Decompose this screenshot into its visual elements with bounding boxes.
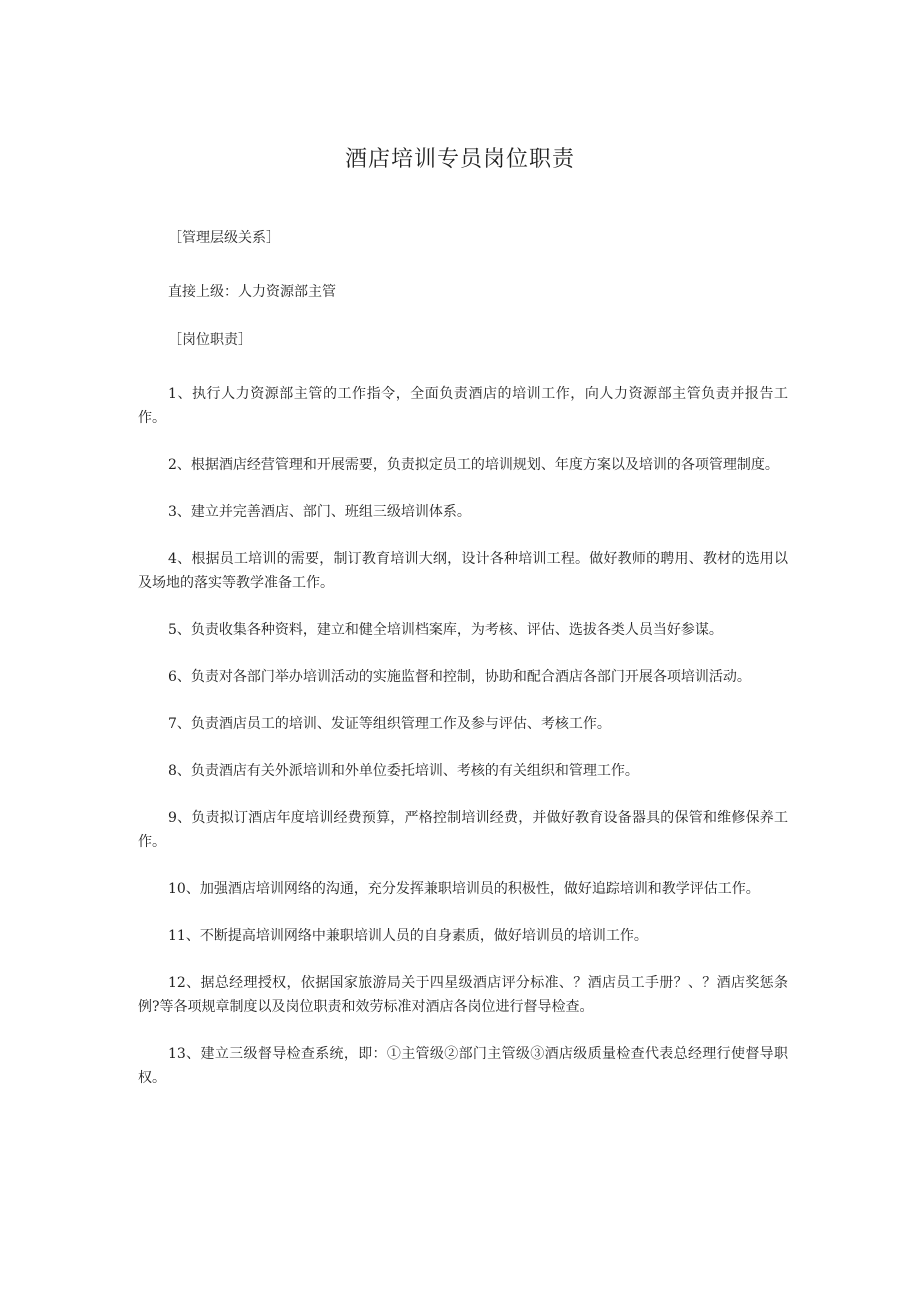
- duty-item: 1、执行人力资源部主管的工作指令，全面负责酒店的培训工作，向人力资源部主管负责并报告工作。: [138, 386, 788, 426]
- duty-item: 5、负责收集各种资料，建立和健全培训档案库，为考核、评估、选拔各类人员当好参谋。: [168, 622, 723, 638]
- duty-item: 4、根据员工培训的需要，制订教育培训大纲，设计各种培训工程。做好教师的聘用、教材的选用以及场地的落实等教学准备工作。: [138, 551, 788, 591]
- page-title: 酒店培训专员岗位职责: [344, 147, 575, 172]
- direct-superior-line: 直接上级：人力资源部主管: [168, 284, 336, 300]
- section-heading-management: ［管理层级关系］: [168, 230, 280, 246]
- duty-item: 12、据总经理授权，依据国家旅游局关于四星级酒店评分标准、？酒店员工手册？、？酒店奖惩条例?等各项规章制度以及岗位职责和效劳标准对酒店各岗位进行督导检查。: [138, 975, 788, 1015]
- duty-item: 7、负责酒店员工的培训、发证等组织管理工作及参与评估、考核工作。: [168, 716, 611, 732]
- duty-item: 9、负责拟订酒店年度培训经费预算，严格控制培训经费，并做好教育设备器具的保管和维修保养工作。: [138, 810, 788, 850]
- duty-item: 3、建立并完善酒店、部门、班组三级培训体系。: [168, 504, 471, 520]
- duty-item: 13、建立三级督导检查系统，即：①主管级②部门主管级③酒店级质量检查代表总经理行使督导职权。: [138, 1046, 788, 1086]
- duty-item: 11、不断提高培训网络中兼职培训人员的自身素质，做好培训员的培训工作。: [168, 928, 648, 944]
- section-heading-duties: ［岗位职责］: [168, 332, 252, 348]
- duty-item: 10、加强酒店培训网络的沟通，充分发挥兼职培训员的积极性，做好追踪培训和教学评估工作。: [168, 881, 760, 897]
- duty-item: 6、负责对各部门举办培训活动的实施监督和控制，协助和配合酒店各部门开展各项培训活动。: [168, 669, 751, 685]
- document-body: [138, 226, 788, 1113]
- duty-item: 2、根据酒店经营管理和开展需要，负责拟定员工的培训规划、年度方案以及培训的各项管理制度。: [168, 457, 779, 473]
- duty-item: 8、负责酒店有关外派培训和外单位委托培训、考核的有关组织和管理工作。: [168, 763, 639, 779]
